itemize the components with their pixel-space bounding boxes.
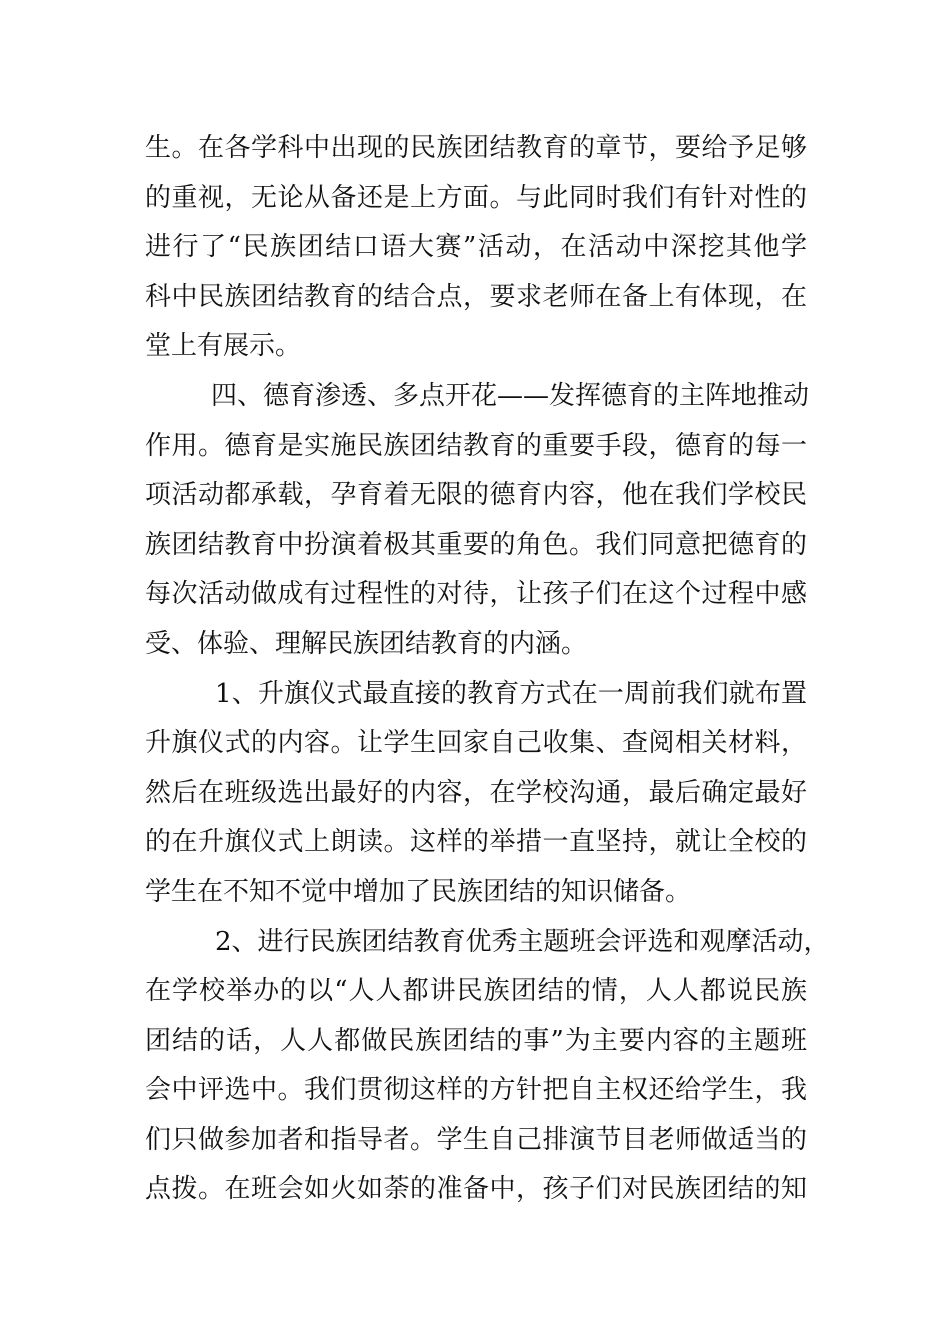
list-item-line: 1、升旗仪式最直接的教育方式在一周前我们就布置 — [215, 678, 807, 709]
body-text — [145, 124, 830, 1215]
text-line: 升旗仪式的内容。让学生回家自己收集、查阅相关材料， — [145, 728, 807, 759]
text-line: 会中评选中。我们贯彻这样的方针把自主权还给学生，我 — [145, 1075, 807, 1106]
text-line: 在学校举办的以“人人都讲民族团结的情，人人都说民族 — [145, 976, 807, 1007]
text-line: 科中民族团结教育的结合点，要求老师在备上有体现，在 — [145, 281, 807, 312]
text-line: 的重视，无论从备还是上方面。与此同时我们有针对性的 — [145, 182, 807, 213]
list-item-line: 2、进行民族团结教育优秀主题班会评选和观摩活动， — [215, 926, 830, 957]
text-line: 点拨。在班会如火如荼的准备中，孩子们对民族团结的知 — [145, 1174, 807, 1205]
paragraph-flag-ceremony — [145, 670, 807, 918]
text-line: 学生在不知不觉中增加了民族团结的知识储备。 — [145, 876, 692, 907]
text-line: 受、体验、理解民族团结教育的内涵。 — [145, 628, 588, 659]
text-line: 生。在各学科中出现的民族团结教育的章节，要给予足够 — [145, 133, 807, 163]
text-line: 进行了“民族团结口语大赛”活动，在活动中深挖其他学 — [145, 232, 807, 263]
text-line: 族团结教育中扮演着极其重要的角色。我们同意把德育的 — [145, 529, 807, 560]
text-line: 们只做参加者和指导者。学生自己排演节目老师做适当的 — [145, 1124, 807, 1155]
text-line: 项活动都承载，孕育着无限的德育内容，他在我们学校民 — [145, 480, 807, 511]
section-heading-line: 四、德育渗透、多点开花——发挥德育的主阵地推动 — [211, 380, 810, 411]
paragraph-class-meeting — [145, 918, 830, 1216]
paragraph-moral-education — [145, 372, 810, 670]
text-line: 的在升旗仪式上朗读。这样的举措一直坚持，就让全校的 — [145, 827, 807, 858]
paragraph-subject-teaching — [145, 124, 807, 372]
text-line: 团结的话，人人都做民族团结的事”为主要内容的主题班 — [145, 1025, 807, 1056]
text-line: 然后在班级选出最好的内容，在学校沟通，最后确定最好 — [145, 777, 807, 808]
text-line: 堂上有展示。 — [145, 331, 302, 362]
text-line: 作用。德育是实施民族团结教育的重要手段，德育的每一 — [145, 430, 807, 461]
text-line: 每次活动做成有过程性的对待，让孩子们在这个过程中感 — [145, 579, 807, 610]
